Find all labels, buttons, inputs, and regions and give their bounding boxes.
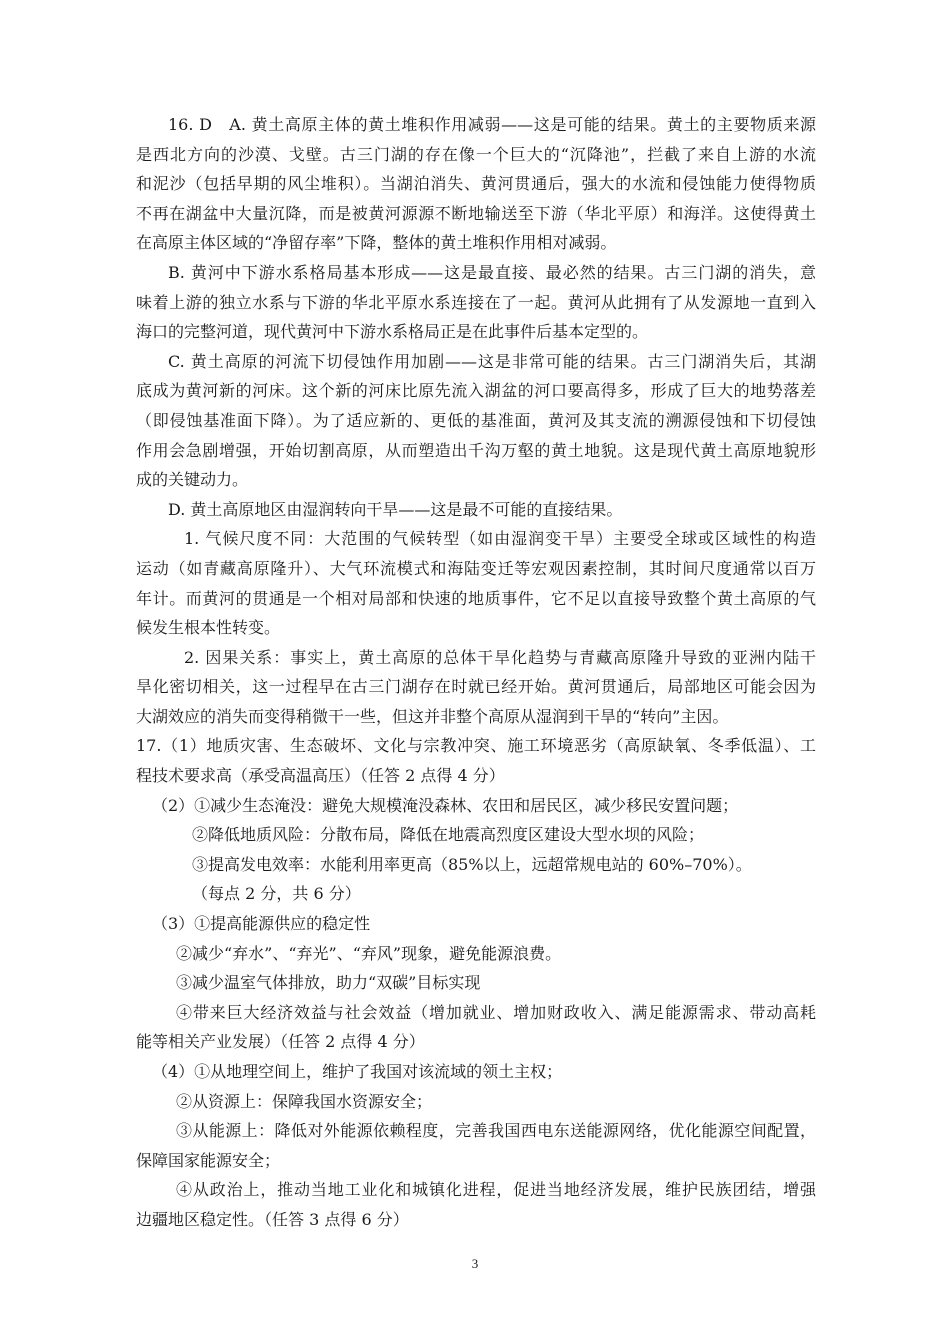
q17-part-1-line-1: 17.（1）地质灾害、生态破坏、文化与宗教冲突、施工环境恶劣（高原缺氧、冬季低温）、工 (136, 736, 816, 756)
q17-part-2-line-2: ②降低地质风险：分散布局，降低在地震高烈度区建设大型水坝的风险； (192, 825, 705, 845)
page-number: 3 (471, 1256, 479, 1271)
q17-part-3-line-2: ②减少“弃水”、“弃光”、“弃风”现象，避免能源浪费。 (176, 943, 562, 963)
q17-part-2-line-1: （2）①减少生态淹没：避免大规模淹没森林、农田和居民区，减少移民安置问题； (152, 795, 739, 815)
q16-option-c-line-5: 成的关键动力。 (136, 470, 249, 490)
q16-option-c-line-2: 底成为黄河新的河床。这个新的河床比原先流入湖盆的河口要高得多，形成了巨大的地势落差 (136, 381, 816, 401)
q16-option-c-line-1: C. 黄土高原的河流下切侵蚀作用加剧——这是非常可能的结果。古三门湖消失后，其湖 (168, 351, 816, 371)
q16-point-1-line-3: 年计。而黄河的贯通是一个相对局部和快速的地质事件，它不足以直接导致整个黄土高原的气 (136, 588, 816, 608)
q16-option-d-line-1: D. 黄土高原地区由湿润转向干旱——这是最不可能的直接结果。 (168, 499, 623, 519)
q17-part-4-line-1: （4）①从地理空间上，维护了我国对该流域的领土主权； (152, 1062, 563, 1081)
q16-line-3: 和泥沙（包括早期的风尘堆积）。当湖泊消失、黄河贯通后，强大的水流和侵蚀能力使得物质 (136, 174, 816, 194)
q17-part-1-line-2: 程技术要求高（承受高温高压）（任答 2 点得 4 分） (136, 766, 505, 786)
answer-text-block (136, 110, 816, 1235)
q16-line-1: 16. D A. 黄土高原主体的黄土堆积作用减弱——这是可能的结果。黄土的主要物质来源 (168, 115, 816, 134)
q17-part-2-line-3: ③提高发电效率：水能利用率更高（85%以上，远超常规电站的 60%–70%）。 (192, 854, 752, 874)
q17-part-4-line-3: ③从能源上：降低对外能源依赖程度，完善我国西电东送能源网络，优化能源空间配置， (176, 1121, 816, 1141)
q16-point-2-line-3: 大湖效应的消失而变得稍微干一些，但这并非整个高原从湿润到干旱的“转向”主因。 (136, 706, 729, 726)
q17-part-4-line-5: ④从政治上，推动当地工业化和城镇化进程，促进当地经济发展，维护民族团结，增强 (176, 1180, 816, 1200)
q17-part-4-line-6: 边疆地区稳定性。（任答 3 点得 6 分） (136, 1209, 409, 1229)
q17-part-3-line-4: ④带来巨大经济效益与社会效益（增加就业、增加财政收入、满足能源需求、带动高耗 (176, 1002, 816, 1022)
q16-point-2-line-2: 旱化密切相关，这一过程早在古三门湖存在时就已经开始。黄河贯通后，局部地区可能会因为 (136, 677, 816, 697)
q16-option-c-line-4: 作用会急剧增强，开始切割高原，从而塑造出千沟万壑的黄土地貌。这是现代黄土高原地貌形 (136, 440, 816, 460)
q17-part-3-line-1: （3）①提高能源供应的稳定性 (152, 914, 371, 934)
q16-option-b-line-3: 海口的完整河道，现代黄河中下游水系格局正是在此事件后基本定型的。 (136, 322, 649, 342)
q16-option-b-line-2: 味着上游的独立水系与下游的华北平原水系连接在了一起。黄河从此拥有了从发源地一直到入 (136, 292, 816, 312)
q16-point-2-line-1: 2. 因果关系：事实上，黄土高原的总体干旱化趋势与青藏高原隆升导致的亚洲内陆干 (184, 647, 816, 667)
q16-line-2: 是西北方向的沙漠、戈壁。古三门湖的存在像一个巨大的“沉降池”，拦截了来自上游的水流 (136, 144, 816, 164)
q16-point-1-line-1: 1. 气候尺度不同：大范围的气候转型（如由湿润变干旱）主要受全球或区域性的构造 (184, 529, 816, 549)
q16-line-5: 在高原主体区域的“净留存率”下降，整体的黄土堆积作用相对减弱。 (136, 233, 617, 253)
q16-line-4: 不再在湖盆中大量沉降，而是被黄河源源不断地输送至下游（华北平原）和海洋。这使得黄土 (136, 203, 816, 223)
q17-part-2-score: （每点 2 分，共 6 分） (192, 884, 361, 904)
q16-point-1-line-4: 候发生根本性转变。 (136, 618, 281, 638)
q17-part-4-line-2: ②从资源上：保障我国水资源安全； (176, 1091, 433, 1111)
q17-part-4-line-4: 保障国家能源安全； (136, 1150, 281, 1170)
q16-option-c-line-3: （即侵蚀基准面下降）。为了适应新的、更低的基准面，黄河及其支流的溯源侵蚀和下切侵蚀 (136, 410, 816, 430)
q16-option-b-line-1: B. 黄河中下游水系格局基本形成——这是最直接、最必然的结果。古三门湖的消失，意 (168, 262, 816, 282)
q16-point-1-line-2: 运动（如青藏高原隆升）、大气环流模式和海陆变迁等宏观因素控制，其时间尺度通常以百万 (136, 558, 816, 578)
q17-part-3-line-3: ③减少温室气体排放，助力“双碳”目标实现 (176, 973, 481, 993)
q17-part-3-line-5: 能等相关产业发展）（任答 2 点得 4 分） (136, 1032, 425, 1052)
